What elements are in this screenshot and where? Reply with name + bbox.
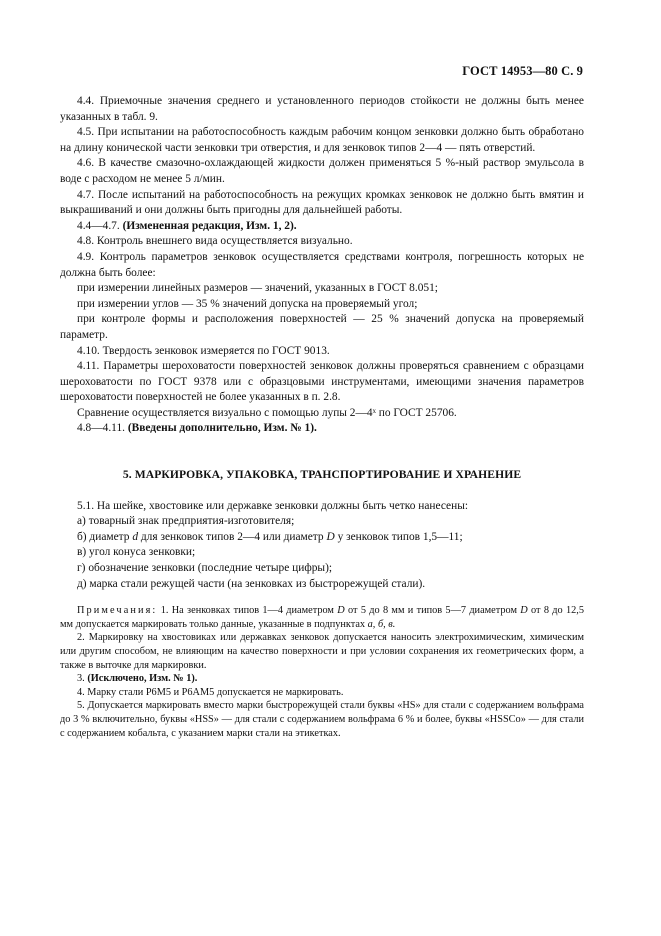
paragraph-4-11: 4.11. Параметры шероховатости поверхностей зенковок должны проверяться сравнением с образцами шероховатости по ГОСТ 9378 или с образцовыми инструментами, имеющими значения параметров шероховатости поверхностей не более указанных в п. 2.8. (60, 360, 584, 404)
paragraph-4-4: 4.4. Приемочные значения среднего и установленного периодов стойкости не должны быть менее указанных в табл. 9. (60, 95, 584, 123)
symbol-d: d (132, 530, 139, 543)
edit-note-bold: (Измененная редакция, Изм. 1, 2). (122, 219, 297, 232)
list-item-b: б) диаметр d для зенковок типов 2—4 или диаметр D у зенковок типов 1,5—11; (77, 530, 463, 543)
measurement-angles: при измерении углов — 35 % значений допуска на проверяемый угол; (77, 297, 418, 310)
paragraph-5-1: 5.1. На шейке, хвостовике или державке зенковки должны быть четко нанесены: (77, 499, 469, 512)
note-1: Примечания: 1. На зенковках типов 1—4 диаметром D от 5 до 8 мм и типов 5—7 диаметром D от 8 до 12,5 мм допускается маркировать только данные, указанные в подпунктах а, б, в. (60, 605, 585, 630)
notes-block (60, 604, 584, 740)
edit-note-prefix: 4.8—4.11. (77, 422, 125, 435)
list-item-d: д) марка стали режущей части (на зенковках из быстрорежущей стали). (77, 577, 426, 590)
note-2: 2. Маркировку на хвостовиках или державках зенковок допускается наносить электрохимическим, химическим или другим способом, не влияющим на качество поверхности и при условии сохранения их геометрических форм, а также в выточке для маркировки. (60, 632, 584, 671)
paragraph-4-5: 4.5. При испытании на работоспособность каждым рабочим концом зенковки должно быть обработано на длину конической части зенковки три отверстия, и для зенковок типов 2—4 — пять отверстий. (60, 126, 584, 154)
edit-note-bold: (Введены дополнительно, Изм. № 1). (127, 422, 317, 435)
edit-note-prefix: 4.4—4.7. (77, 219, 120, 232)
list-item-g: г) обозначение зенковки (последние четыре цифры); (77, 562, 333, 575)
measurement-linear: при измерении линейных размеров — значений, указанных в ГОСТ 8.051; (77, 282, 438, 295)
note-5: 5. Допускается маркировать вместо марки быстрорежущей стали буквы «HS» для стали с содержанием вольфрама до 3 % включительно, буквы «HSS» — для стали с содержанием вольфрама 6 % и более, буквы «HSSCo» — для стали с содержанием кобальта, с указанием марки стали на этикетках. (60, 700, 584, 739)
list-item-v: в) угол конуса зенковки; (77, 546, 196, 559)
list-item-a: а) товарный знак предприятия-изготовителя; (77, 515, 295, 528)
document-body (60, 94, 584, 740)
paragraph-4-8: 4.8. Контроль внешнего вида осуществляется визуально. (77, 235, 353, 248)
paragraph-4-9: 4.9. Контроль параметров зенковок осуществляется средствами контроля, погрешность которых не должна быть более: (60, 250, 584, 279)
section-5-title: 5. МАРКИРОВКА, УПАКОВКА, ТРАНСПОРТИРОВАНИЕ И ХРАНЕНИЕ (122, 468, 522, 482)
note-3: 3. (Исключено, Изм. № 1). (77, 673, 198, 685)
note-4: 4. Марку стали Р6М5 и Р6АМ5 допускается не маркировать. (77, 686, 344, 698)
edit-note-4-4-4-7 (60, 219, 584, 235)
comparison-note: Сравнение осуществляется визуально с помощью лупы 2—4ˣ по ГОСТ 25706. (77, 406, 457, 419)
symbol-D: D (326, 530, 335, 543)
paragraph-4-7: 4.7. После испытаний на работоспособность на режущих кромках зенковок не должно быть вмятин и выкрашиваний и они должны быть пригодны для дальнейшей работы. (60, 188, 584, 217)
page-header: ГОСТ 14953—80 С. 9 (462, 64, 583, 78)
notes-label: Примечания: (77, 605, 158, 617)
paragraph-4-6: 4.6. В качестве смазочно-охлаждающей жидкости должен применяться 5 %-ный раствор эмульсола в воде с расходом не менее 5 л/мин. (60, 157, 584, 185)
measurement-form: при контроле формы и расположения поверхностей — 25 % значений допуска на проверяемый параметр. (60, 313, 584, 341)
edit-note-4-8-4-11 (60, 421, 584, 437)
paragraph-4-10: 4.10. Твердость зенковок измеряется по ГОСТ 9013. (77, 344, 330, 357)
